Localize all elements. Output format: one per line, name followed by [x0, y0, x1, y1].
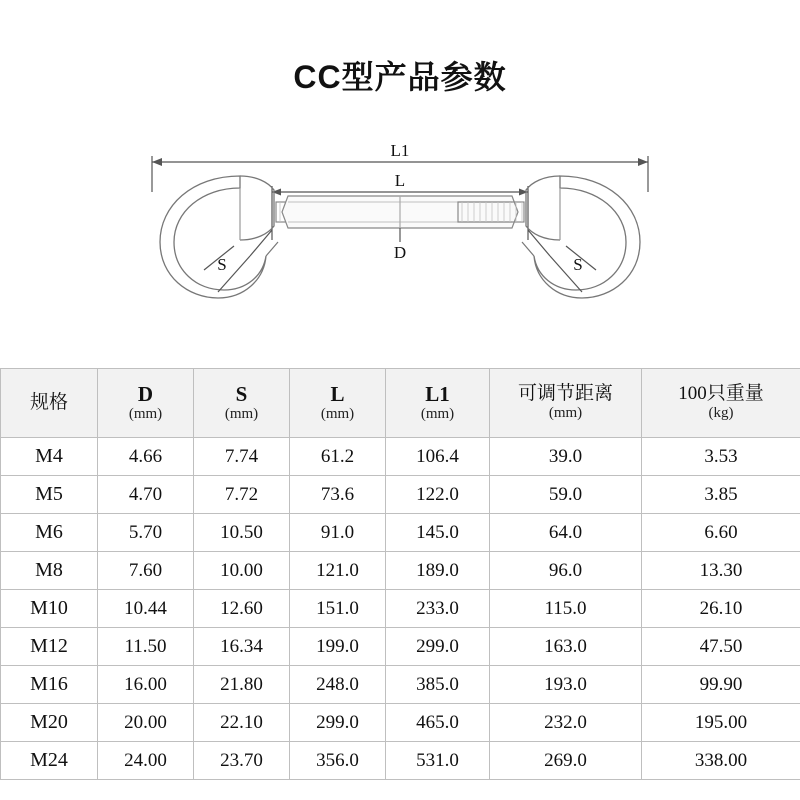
- cell-weight-100: 47.50: [642, 628, 800, 666]
- table-row: [1, 552, 800, 590]
- cell-adjust-range: 59.0: [490, 476, 642, 514]
- product-diagram: [100, 130, 700, 330]
- spec-table: [0, 368, 800, 780]
- cell-adjust-range: 232.0: [490, 704, 642, 742]
- cell-adjust-range: 163.0: [490, 628, 642, 666]
- table-row: [1, 514, 800, 552]
- cell-spec: M10: [1, 590, 98, 628]
- column-header-l: [290, 369, 386, 438]
- cell-s: 12.60: [194, 590, 290, 628]
- cell-d: 5.70: [98, 514, 194, 552]
- cell-weight-100: 195.00: [642, 704, 800, 742]
- cell-weight-100: 13.30: [642, 552, 800, 590]
- cell-l: 91.0: [290, 514, 386, 552]
- cell-l: 61.2: [290, 438, 386, 476]
- cell-l1: 385.0: [386, 666, 490, 704]
- column-header-l1-unit: (mm): [420, 406, 455, 423]
- dim-label-l: L: [394, 171, 406, 190]
- cell-l1: 531.0: [386, 742, 490, 780]
- cell-s: 7.72: [194, 476, 290, 514]
- cell-d: 4.70: [98, 476, 194, 514]
- cell-weight-100: 99.90: [642, 666, 800, 704]
- cell-l: 248.0: [290, 666, 386, 704]
- column-header-d-label: D: [137, 382, 154, 407]
- dim-label-s-left: S: [217, 255, 227, 274]
- turnbuckle-drawing: [100, 130, 700, 330]
- cell-spec: M24: [1, 742, 98, 780]
- column-header-weight-100: [642, 369, 800, 438]
- cell-s: 21.80: [194, 666, 290, 704]
- dim-label-d: D: [393, 243, 407, 262]
- cell-spec: M12: [1, 628, 98, 666]
- cell-l1: 233.0: [386, 590, 490, 628]
- column-header-spec-label: 规格: [29, 392, 68, 414]
- cell-l1: 189.0: [386, 552, 490, 590]
- cell-adjust-range: 269.0: [490, 742, 642, 780]
- dim-label-s-right: S: [573, 255, 583, 274]
- table-row: [1, 590, 800, 628]
- cell-s: 10.50: [194, 514, 290, 552]
- table-header-row: [1, 369, 800, 438]
- cell-l: 299.0: [290, 704, 386, 742]
- cell-l: 199.0: [290, 628, 386, 666]
- cell-spec: M5: [1, 476, 98, 514]
- dim-label-l1: L1: [390, 141, 410, 160]
- column-header-adjust-range: [490, 369, 642, 438]
- cell-l1: 299.0: [386, 628, 490, 666]
- spec-table-header: [1, 369, 800, 438]
- cell-l: 356.0: [290, 742, 386, 780]
- column-header-weight-100-unit: (kg): [708, 405, 734, 422]
- column-header-adjust-range-label: 可调节距离: [517, 383, 613, 405]
- column-header-d: [98, 369, 194, 438]
- cell-d: 7.60: [98, 552, 194, 590]
- cell-l1: 122.0: [386, 476, 490, 514]
- column-header-l1-label: L1: [425, 382, 450, 407]
- cell-adjust-range: 64.0: [490, 514, 642, 552]
- cell-d: 24.00: [98, 742, 194, 780]
- cell-weight-100: 338.00: [642, 742, 800, 780]
- column-header-l1: [386, 369, 490, 438]
- cell-weight-100: 6.60: [642, 514, 800, 552]
- cell-d: 4.66: [98, 438, 194, 476]
- table-row: [1, 628, 800, 666]
- cell-s: 7.74: [194, 438, 290, 476]
- cell-adjust-range: 193.0: [490, 666, 642, 704]
- cell-spec: M16: [1, 666, 98, 704]
- column-header-l-unit: (mm): [320, 406, 355, 423]
- cell-s: 10.00: [194, 552, 290, 590]
- cell-spec: M4: [1, 438, 98, 476]
- column-header-spec: [1, 369, 98, 438]
- cell-spec: M8: [1, 552, 98, 590]
- table-row: [1, 704, 800, 742]
- cell-s: 23.70: [194, 742, 290, 780]
- cell-adjust-range: 115.0: [490, 590, 642, 628]
- cell-s: 16.34: [194, 628, 290, 666]
- cell-weight-100: 3.53: [642, 438, 800, 476]
- cell-d: 10.44: [98, 590, 194, 628]
- table-row: [1, 742, 800, 780]
- cell-spec: M6: [1, 514, 98, 552]
- cell-adjust-range: 96.0: [490, 552, 642, 590]
- cell-l1: 465.0: [386, 704, 490, 742]
- column-header-d-unit: (mm): [128, 406, 163, 423]
- table-row: [1, 438, 800, 476]
- column-header-l-label: L: [330, 382, 345, 407]
- cell-l: 73.6: [290, 476, 386, 514]
- column-header-s-unit: (mm): [224, 406, 259, 423]
- cell-d: 11.50: [98, 628, 194, 666]
- cell-l: 121.0: [290, 552, 386, 590]
- cell-l1: 106.4: [386, 438, 490, 476]
- cell-adjust-range: 39.0: [490, 438, 642, 476]
- cell-d: 20.00: [98, 704, 194, 742]
- cell-l1: 145.0: [386, 514, 490, 552]
- column-header-weight-100-label: 100只重量: [678, 383, 764, 405]
- cell-weight-100: 3.85: [642, 476, 800, 514]
- cell-s: 22.10: [194, 704, 290, 742]
- cell-weight-100: 26.10: [642, 590, 800, 628]
- column-header-s: [194, 369, 290, 438]
- column-header-s-label: S: [235, 382, 248, 407]
- table-row: [1, 476, 800, 514]
- spec-table-body: [1, 438, 800, 780]
- cell-spec: M20: [1, 704, 98, 742]
- cell-d: 16.00: [98, 666, 194, 704]
- page-title: CC型产品参数: [293, 59, 507, 95]
- column-header-adjust-range-unit: (mm): [548, 405, 583, 422]
- cell-l: 151.0: [290, 590, 386, 628]
- table-row: [1, 666, 800, 704]
- spec-table-container: [0, 368, 800, 780]
